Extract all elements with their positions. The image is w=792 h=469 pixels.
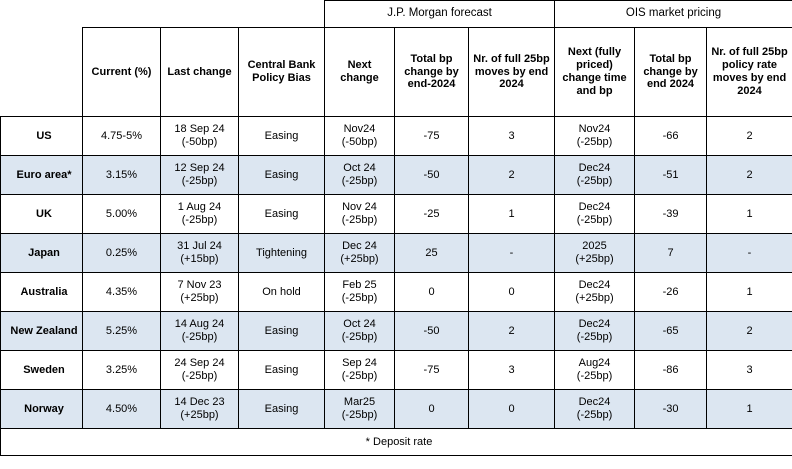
- cell-last-change-bp: (+25bp): [180, 292, 219, 304]
- cell-ois-moves: 2: [707, 156, 792, 195]
- cell-current: 3.25%: [83, 351, 161, 390]
- row-label: UK: [1, 195, 83, 234]
- cell-last-change-date: 14 Dec 23: [174, 396, 225, 409]
- cell-ois-total-bp: -66: [635, 117, 707, 156]
- row-label: Euro area*: [1, 156, 83, 195]
- cell-ois-moves: 2: [707, 312, 792, 351]
- cell-next-change-bp: (-25bp): [341, 370, 378, 382]
- cell-last-change-date: 12 Sep 24: [174, 162, 225, 175]
- row-label: New Zealand: [1, 312, 83, 351]
- cell-jpm-total-bp: -50: [395, 312, 469, 351]
- cell-next-change: [325, 117, 395, 156]
- cell-ois-total-bp: -30: [635, 390, 707, 429]
- table-row: [1, 390, 792, 429]
- cell-ois-next-change: [555, 195, 635, 234]
- cell-next-change-bp: (-25bp): [341, 214, 378, 226]
- cell-policy-bias: Easing: [239, 351, 325, 390]
- cell-next-change: [325, 195, 395, 234]
- table-row: [1, 312, 792, 351]
- cell-next-change-date: Nov 24: [342, 201, 377, 214]
- footnote-row: [1, 429, 792, 456]
- cell-current: 4.35%: [83, 273, 161, 312]
- cell-last-change: [161, 351, 239, 390]
- cell-ois-moves: 1: [707, 390, 792, 429]
- cell-jpm-moves: 1: [469, 195, 555, 234]
- cell-ois-next-change: [555, 234, 635, 273]
- cell-last-change: [161, 156, 239, 195]
- cell-policy-bias: Easing: [239, 156, 325, 195]
- cell-ois-total-bp: -65: [635, 312, 707, 351]
- cell-last-change-bp: (-25bp): [181, 370, 218, 382]
- column-header-blank: [1, 28, 83, 117]
- cell-next-change-date: Sep 24: [342, 357, 377, 370]
- cell-next-change-bp: (-25bp): [341, 175, 378, 187]
- cell-next-change-bp: (-25bp): [341, 292, 378, 304]
- cell-last-change-bp: (-25bp): [181, 214, 218, 226]
- cell-policy-bias: Easing: [239, 195, 325, 234]
- cell-ois-next-date: Aug24: [578, 357, 611, 370]
- cell-current: 4.50%: [83, 390, 161, 429]
- cell-ois-moves: 1: [707, 273, 792, 312]
- cell-jpm-moves: 0: [469, 390, 555, 429]
- cell-jpm-moves: 3: [469, 117, 555, 156]
- cell-policy-bias: On hold: [239, 273, 325, 312]
- cell-last-change: [161, 273, 239, 312]
- cell-ois-next-date: Nov24: [578, 123, 611, 136]
- column-header-next-change: Next change: [325, 28, 395, 117]
- cell-ois-next-bp: (-25bp): [576, 214, 613, 226]
- table-row: [1, 273, 792, 312]
- cell-next-change: [325, 390, 395, 429]
- cell-last-change: [161, 234, 239, 273]
- cell-last-change: [161, 117, 239, 156]
- column-header-ois-total-bp: Total bp change by end 2024: [635, 28, 707, 117]
- cell-ois-next-date: Dec24: [578, 279, 611, 292]
- cell-jpm-moves: -: [469, 234, 555, 273]
- cell-ois-next-bp: (-25bp): [576, 331, 613, 343]
- cell-policy-bias: Easing: [239, 117, 325, 156]
- cell-last-change-bp: (-50bp): [181, 136, 218, 148]
- table-row: [1, 117, 792, 156]
- cell-current: 5.00%: [83, 195, 161, 234]
- cell-current: 5.25%: [83, 312, 161, 351]
- cell-last-change-date: 1 Aug 24: [177, 201, 222, 214]
- cell-policy-bias: Easing: [239, 390, 325, 429]
- cell-ois-next-bp: (-25bp): [576, 370, 613, 382]
- cell-last-change: [161, 390, 239, 429]
- column-header-current: Current (%): [83, 28, 161, 117]
- row-label: Norway: [1, 390, 83, 429]
- cell-next-change-date: Mar25: [343, 396, 376, 409]
- column-header-ois-moves: Nr. of full 25bp policy rate moves by end 2024: [707, 28, 792, 117]
- cell-ois-next-bp: (-25bp): [576, 136, 613, 148]
- cell-last-change-date: 18 Sep 24: [174, 123, 225, 136]
- column-header-ois-next-change: Next (fully priced) change time and bp: [555, 28, 635, 117]
- cell-ois-next-bp: (+25bp): [575, 253, 614, 265]
- table-row: [1, 156, 792, 195]
- cell-next-change-date: Oct 24: [343, 318, 376, 331]
- group-header-row: [1, 1, 792, 28]
- column-header-last-change: Last change: [161, 28, 239, 117]
- cell-ois-next-date: Dec24: [578, 396, 611, 409]
- cell-jpm-total-bp: -50: [395, 156, 469, 195]
- cell-ois-moves: 2: [707, 117, 792, 156]
- cell-last-change-bp: (-25bp): [181, 175, 218, 187]
- cell-ois-next-change: [555, 390, 635, 429]
- table-row: [1, 351, 792, 390]
- column-header-policy-bias: Central Bank Policy Bias: [239, 28, 325, 117]
- row-label: Sweden: [1, 351, 83, 390]
- cell-ois-total-bp: -51: [635, 156, 707, 195]
- group-header-blank: [1, 1, 325, 28]
- table-row: [1, 234, 792, 273]
- cell-last-change: [161, 195, 239, 234]
- cell-jpm-total-bp: -75: [395, 117, 469, 156]
- cell-ois-total-bp: -86: [635, 351, 707, 390]
- cell-ois-next-date: Dec24: [578, 201, 611, 214]
- table-row: [1, 195, 792, 234]
- cell-jpm-moves: 0: [469, 273, 555, 312]
- cell-current: 4.75-5%: [83, 117, 161, 156]
- cell-next-change-bp: (+25bp): [340, 253, 379, 265]
- column-header-row: [1, 28, 792, 117]
- cell-next-change-bp: (-25bp): [341, 331, 378, 343]
- cell-next-change-date: Dec 24: [342, 240, 377, 253]
- cell-last-change-bp: (-25bp): [181, 331, 218, 343]
- cell-ois-next-date: Dec24: [578, 318, 611, 331]
- row-label: Australia: [1, 273, 83, 312]
- cell-last-change-bp: (+15bp): [180, 253, 219, 265]
- cell-ois-moves: 3: [707, 351, 792, 390]
- cell-jpm-total-bp: -25: [395, 195, 469, 234]
- cell-last-change-date: 24 Sep 24: [174, 357, 225, 370]
- cell-next-change: [325, 312, 395, 351]
- cell-jpm-total-bp: 0: [395, 273, 469, 312]
- cell-ois-next-bp: (-25bp): [576, 175, 613, 187]
- cell-last-change-date: 7 Nov 23: [177, 279, 222, 292]
- cell-policy-bias: Easing: [239, 312, 325, 351]
- cell-last-change-date: 14 Aug 24: [174, 318, 225, 331]
- column-header-jpm-total-bp: Total bp change by end-2024: [395, 28, 469, 117]
- cell-ois-next-bp: (-25bp): [576, 409, 613, 421]
- cell-last-change-date: 31 Jul 24: [177, 240, 222, 253]
- cell-ois-total-bp: -26: [635, 273, 707, 312]
- cell-jpm-moves: 2: [469, 156, 555, 195]
- cell-last-change-bp: (+25bp): [180, 409, 219, 421]
- cell-next-change-date: Oct 24: [343, 162, 376, 175]
- cell-jpm-total-bp: 0: [395, 390, 469, 429]
- cell-next-change-date: Feb 25: [342, 279, 377, 292]
- cell-current: 0.25%: [83, 234, 161, 273]
- group-header-ois-market-pricing: OIS market pricing: [555, 1, 792, 28]
- cell-ois-moves: -: [707, 234, 792, 273]
- cell-next-change: [325, 273, 395, 312]
- column-header-jpm-moves: Nr. of full 25bp moves by end 2024: [469, 28, 555, 117]
- cell-ois-next-change: [555, 312, 635, 351]
- row-label: US: [1, 117, 83, 156]
- cell-ois-total-bp: 7: [635, 234, 707, 273]
- cell-ois-total-bp: -39: [635, 195, 707, 234]
- cell-ois-next-date: 2025: [582, 240, 607, 253]
- cell-next-change: [325, 351, 395, 390]
- cell-ois-next-date: Dec24: [578, 162, 611, 175]
- cell-last-change: [161, 312, 239, 351]
- cell-ois-moves: 1: [707, 195, 792, 234]
- cell-next-change-date: Nov24: [343, 123, 376, 136]
- cell-jpm-moves: 2: [469, 312, 555, 351]
- row-label: Japan: [1, 234, 83, 273]
- cell-ois-next-change: [555, 273, 635, 312]
- cell-jpm-total-bp: 25: [395, 234, 469, 273]
- cell-jpm-total-bp: -75: [395, 351, 469, 390]
- group-header-jpm-forecast: J.P. Morgan forecast: [325, 1, 555, 28]
- cell-ois-next-change: [555, 156, 635, 195]
- cell-next-change-bp: (-50bp): [341, 136, 378, 148]
- cell-next-change: [325, 156, 395, 195]
- cell-ois-next-change: [555, 351, 635, 390]
- footnote: * Deposit rate: [1, 429, 792, 456]
- cell-ois-next-bp: (+25bp): [575, 292, 614, 304]
- cell-jpm-moves: 3: [469, 351, 555, 390]
- cell-next-change-bp: (-25bp): [341, 409, 378, 421]
- cell-next-change: [325, 234, 395, 273]
- cell-ois-next-change: [555, 117, 635, 156]
- cell-current: 3.15%: [83, 156, 161, 195]
- cell-policy-bias: Tightening: [239, 234, 325, 273]
